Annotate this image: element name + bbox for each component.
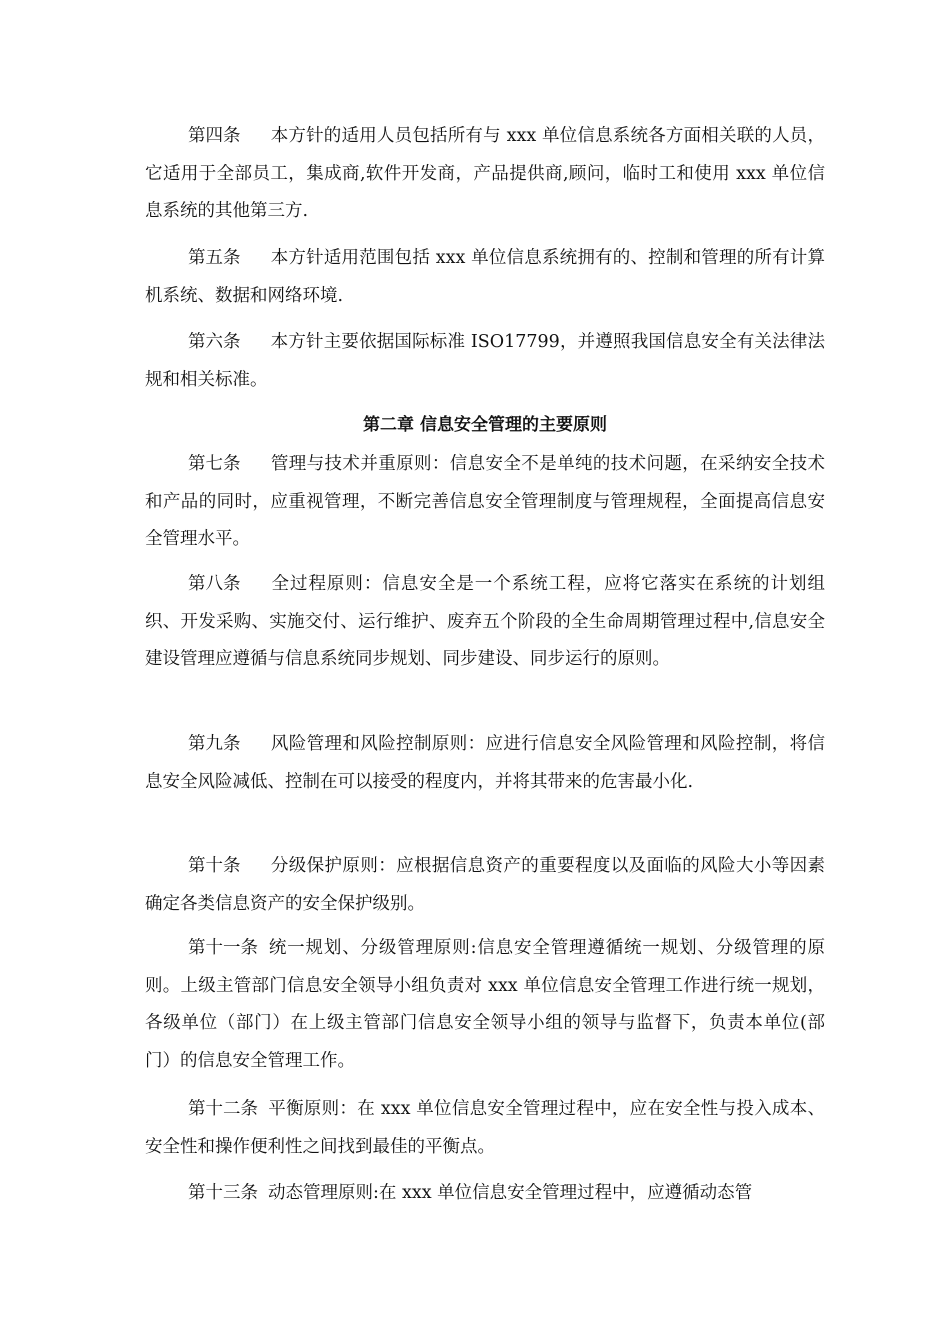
chapter-heading: 第二章 信息安全管理的主要原则 [363,415,607,435]
article-number: 第十二条 [188,1099,258,1119]
article-text: 本方针适用范围包括 xxx 单位信息系统拥有的、控制和管理的所有计算机系统、数据和网络环境. [145,248,825,306]
article-number: 第四条 [188,126,241,146]
article-number: 第五条 [188,248,241,268]
article-number: 第八条 [188,574,241,594]
article-8-paragraph [145,566,825,679]
article-text: 平衡原则：在 xxx 单位信息安全管理过程中，应在安全性与投入成本、安全性和操作便利性之间找到最佳的平衡点。 [145,1099,825,1157]
article-4-paragraph [145,118,825,231]
article-number: 第十条 [188,856,241,876]
article-5-paragraph [145,240,825,315]
article-text: 本方针的适用人员包括所有与 xxx 单位信息系统各方面相关联的人员，它适用于全部员工，集成商,软件开发商，产品提供商,顾问，临时工和使用 xxx 单位信息系统的其他第三方. [145,126,825,221]
article-text: 管理与技术并重原则：信息安全不是单纯的技术问题，在采纳安全技术和产品的同时，应重视管理，不断完善信息安全管理制度与管理规程，全面提高信息安全管理水平。 [145,454,825,549]
article-6-paragraph [145,324,825,399]
article-number: 第六条 [188,332,241,352]
article-text: 本方针主要依据国际标准 ISO17799，并遵照我国信息安全有关法律法规和相关标准。 [145,332,825,390]
article-number: 第十一条 [188,938,258,958]
article-10-paragraph [145,848,825,923]
article-text: 全过程原则：信息安全是一个系统工程，应将它落实在系统的计划组织、开发采购、实施交付、运行维护、废弃五个阶段的全生命周期管理过程中,信息安全建设管理应遵循与信息系统同步规划、同步建设、同步运行的原则。 [145,574,825,669]
article-12-paragraph [145,1091,825,1166]
article-number: 第十三条 [188,1183,258,1203]
article-number: 第九条 [188,734,241,754]
article-11-paragraph [145,930,825,1080]
article-9-paragraph [145,726,825,801]
article-text: 统一规划、分级管理原则:信息安全管理遵循统一规划、分级管理的原则。上级主管部门信息安全领导小组负责对 xxx 单位信息安全管理工作进行统一规划，各级单位（部门）在上级主管部门信息安全领导小组的领导与监督下，负责本单位(部门）的信息安全管理工作。 [145,938,825,1071]
article-number: 第七条 [188,454,241,474]
article-text: 风险管理和风险控制原则：应进行信息安全风险管理和风险控制，将信息安全风险减低、控制在可以接受的程度内，并将其带来的危害最小化. [145,734,825,792]
article-7-paragraph [145,446,825,559]
article-text: 动态管理原则:在 xxx 单位信息安全管理过程中，应遵循动态管 [268,1183,753,1203]
article-text: 分级保护原则：应根据信息资产的重要程度以及面临的风险大小等因素确定各类信息资产的安全保护级别。 [145,856,825,914]
article-13-paragraph [145,1175,825,1213]
